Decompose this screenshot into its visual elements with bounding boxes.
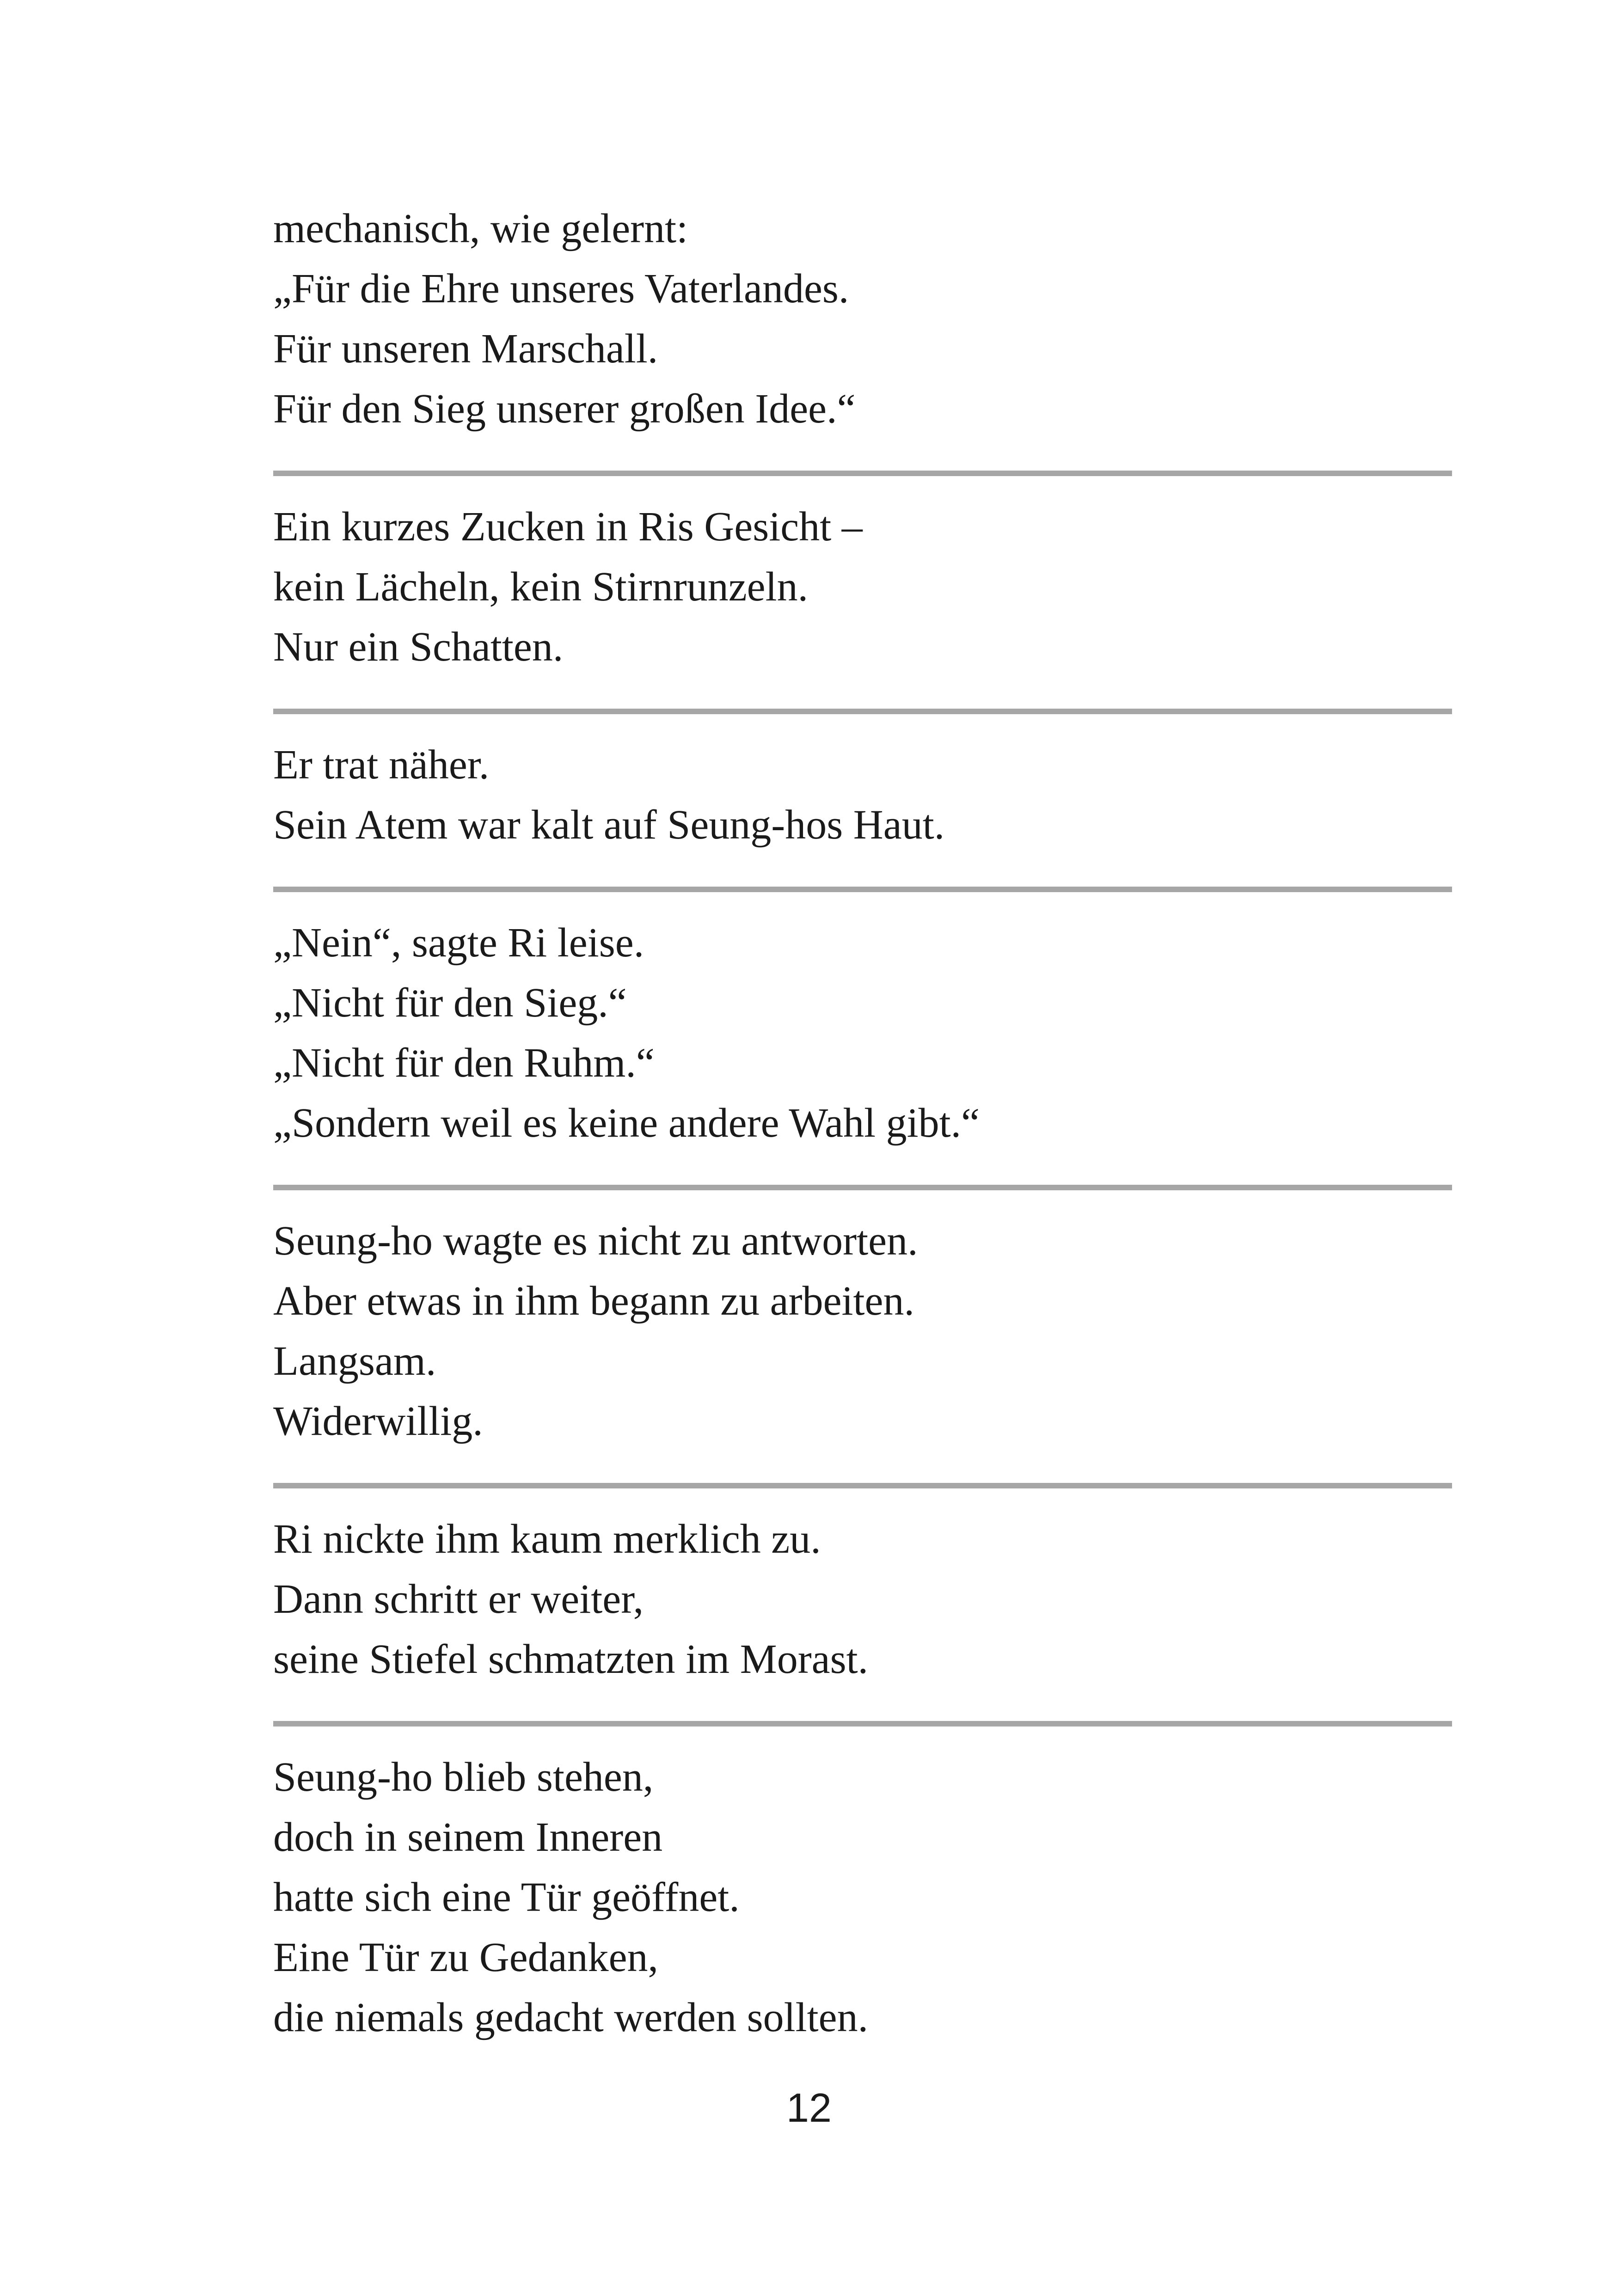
stanza — [273, 497, 1452, 677]
text-line: Für den Sieg unserer großen Idee.“ — [273, 386, 856, 432]
page-number: 12 — [786, 2085, 832, 2131]
text-line: Aber etwas in ihm begann zu arbeiten. — [273, 1278, 915, 1324]
text-line: doch in seinem Inneren — [273, 1814, 663, 1860]
section-divider — [273, 709, 1452, 714]
text-line: seine Stiefel schmatzten im Morast. — [273, 1636, 869, 1682]
text-line: Für unseren Marschall. — [273, 326, 658, 372]
section-divider — [273, 471, 1452, 476]
text-line: Dann schritt er weiter, — [273, 1576, 644, 1622]
stanza — [273, 199, 1452, 439]
text-line: „Nicht für den Ruhm.“ — [273, 1040, 655, 1086]
text-line: Seung-ho blieb stehen, — [273, 1754, 654, 1800]
text-line: Langsam. — [273, 1338, 436, 1384]
text-line: Eine Tür zu Gedanken, — [273, 1935, 659, 1980]
text-line: Er trat näher. — [273, 742, 490, 788]
text-line: „Für die Ehre unseres Vaterlandes. — [273, 266, 849, 312]
section-divider — [273, 887, 1452, 892]
text-line: Widerwillig. — [273, 1398, 483, 1444]
text-line: mechanisch, wie gelernt: — [273, 206, 688, 251]
text-line: hatte sich eine Tür geöffnet. — [273, 1874, 740, 1920]
text-line: „Nein“, sagte Ri leise. — [273, 920, 644, 966]
stanza — [273, 735, 1452, 855]
text-line: „Nicht für den Sieg.“ — [273, 980, 627, 1026]
stanza — [273, 1509, 1452, 1690]
text-line: Seung-ho wagte es nicht zu antworten. — [273, 1218, 918, 1264]
text-line: Ein kurzes Zucken in Ris Gesicht – — [273, 504, 863, 550]
text-line: kein Lächeln, kein Stirnrunzeln. — [273, 564, 809, 610]
text-line: Ri nickte ihm kaum merklich zu. — [273, 1516, 821, 1562]
text-line: Nur ein Schatten. — [273, 624, 564, 670]
section-divider — [273, 1185, 1452, 1190]
text-line: Sein Atem war kalt auf Seung-hos Haut. — [273, 802, 945, 848]
text-body — [273, 199, 1452, 2048]
stanza — [273, 1211, 1452, 1451]
text-line: „Sondern weil es keine andere Wahl gibt.“ — [273, 1100, 980, 1146]
text-line: die niemals gedacht werden sollten. — [273, 1995, 869, 2040]
stanza — [273, 913, 1452, 1153]
section-divider — [273, 1483, 1452, 1488]
section-divider — [273, 1721, 1452, 1727]
stanza — [273, 1747, 1452, 2048]
